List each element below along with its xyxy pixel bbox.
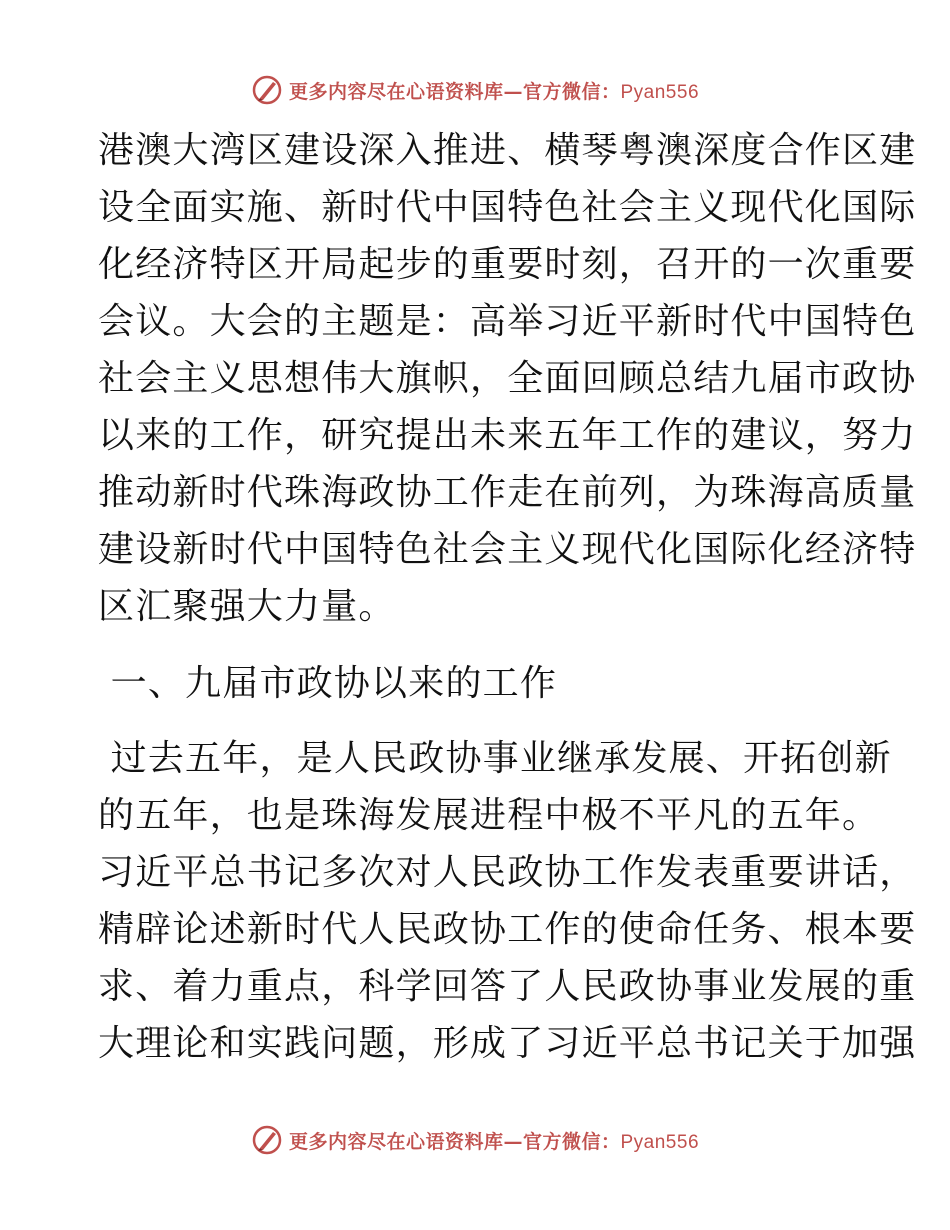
paragraph-line: 社会主义思想伟大旗帜，全面回顾总结九届市政协: [98, 358, 917, 399]
paragraph-line: 过去五年，是人民政协事业继承发展、开拓创新: [98, 738, 892, 779]
section-heading: [98, 655, 850, 712]
paragraph-line: 化经济特区开局起步的重要时刻，召开的一次重要: [98, 244, 917, 285]
paragraph-line: 习近平总书记多次对人民政协工作发表重要讲话，: [98, 852, 917, 893]
header-watermark-banner: [0, 70, 950, 110]
paragraph-1: [98, 122, 917, 635]
banner-text: 更多内容尽在心语资料库—官方微信：Pyan556: [288, 1130, 700, 1153]
paragraph-line: 求、着力重点，科学回答了人民政协事业发展的重: [98, 966, 917, 1007]
paragraph-2: [98, 730, 917, 1072]
paragraph-line: 推动新时代珠海政协工作走在前列，为珠海高质量: [98, 472, 917, 513]
paragraph-line: 会议。大会的主题是：高举习近平新时代中国特色: [98, 301, 917, 342]
paragraph-line: 大理论和实践问题，形成了习近平总书记关于加强: [98, 1023, 917, 1064]
paragraph-line: 的五年，也是珠海发展进程中极不平凡的五年。: [98, 795, 880, 836]
wechat-id: Pyan556: [620, 1131, 700, 1153]
footer-watermark-banner: [0, 1120, 950, 1160]
paragraph-line: 区汇聚强大力量。: [98, 586, 396, 627]
document-body: [98, 122, 917, 1072]
quill-pen-icon: [251, 1124, 283, 1156]
paragraph-line: 以来的工作，研究提出未来五年工作的建议，努力: [98, 415, 917, 456]
section-heading-text: 一、九届市政协以来的工作: [98, 663, 558, 704]
wechat-id: Pyan556: [620, 81, 700, 103]
quill-pen-icon: [251, 74, 283, 106]
paragraph-line: 港澳大湾区建设深入推进、横琴粤澳深度合作区建: [98, 130, 917, 171]
paragraph-line: 建设新时代中国特色社会主义现代化国际化经济特: [98, 529, 917, 570]
banner-text: 更多内容尽在心语资料库—官方微信：Pyan556: [288, 80, 700, 103]
paragraph-line: 精辟论述新时代人民政协工作的使命任务、根本要: [98, 909, 917, 950]
paragraph-line: 设全面实施、新时代中国特色社会主义现代化国际: [98, 187, 917, 228]
